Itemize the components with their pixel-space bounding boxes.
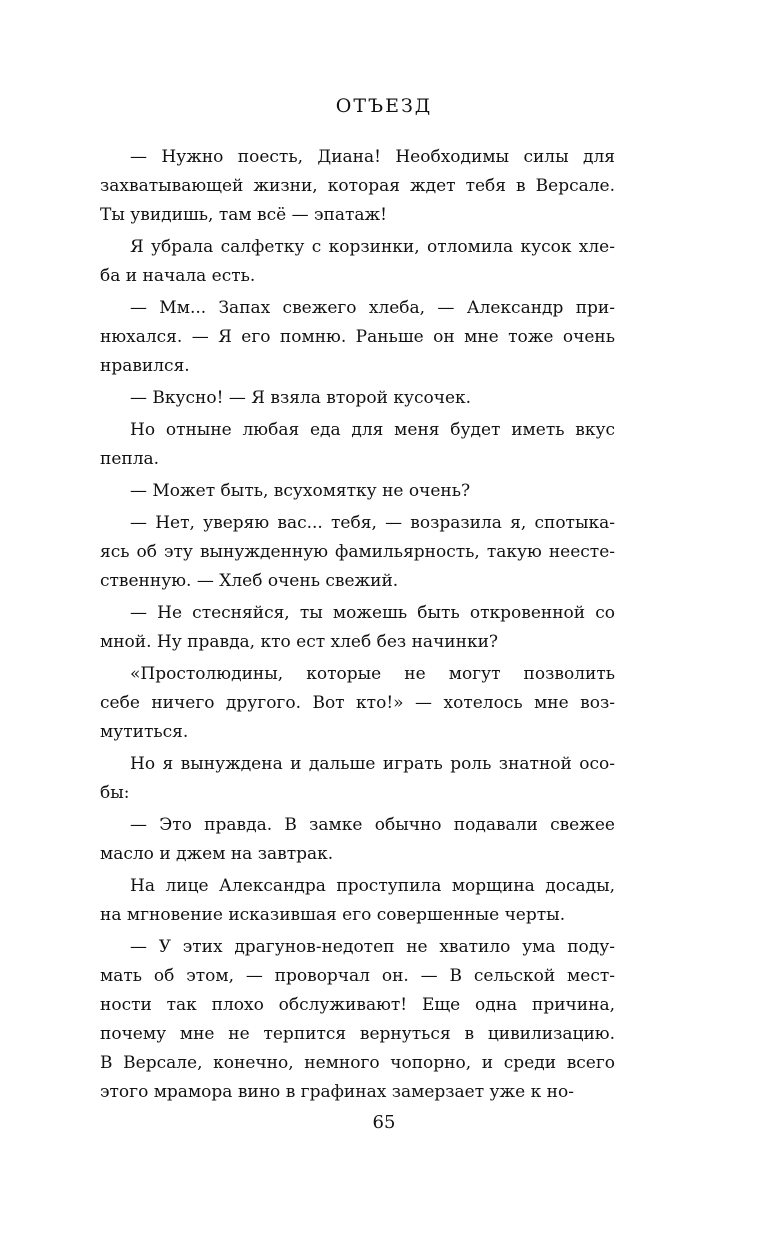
text-line: мать об этом, — проворчал он. — В сельской мест- (100, 966, 615, 986)
text-line: — Может быть, всухомятку не очень? (130, 481, 471, 501)
paragraph (100, 599, 615, 657)
paragraph (100, 811, 615, 869)
paragraph (100, 750, 615, 808)
text-line: захватывающей жизни, которая ждет тебя в Версале. (100, 176, 615, 196)
text-line: этого мрамора вино в графинах замерзает уже к но- (100, 1082, 574, 1102)
text-line: пепла. (100, 449, 160, 469)
text-line: Я убрала салфетку с корзинки, отломила кусок хле- (130, 237, 615, 257)
paragraph (100, 660, 615, 747)
text-line: себе ничего другого. Вот кто!» — хотелось мне воз- (100, 693, 615, 713)
text-line: бы: (100, 783, 130, 803)
paragraph (100, 143, 615, 230)
paragraph (100, 233, 615, 291)
text-line: масло и джем на завтрак. (100, 844, 334, 864)
text-line: — Не стесняйся, ты можешь быть откровенной со (130, 603, 615, 623)
paragraph (100, 872, 615, 930)
text-line: ственную. — Хлеб очень свежий. (100, 571, 399, 591)
paragraph (100, 294, 615, 381)
text-line: В Версале, конечно, немного чопорно, и среди всего (100, 1053, 615, 1073)
text-line: «Простолюдины, которые не могут позволить (130, 664, 615, 684)
text-line: ясь об эту вынужденную фамильярность, такую неесте- (100, 542, 615, 562)
text-line: — Вкусно! — Я взяла второй кусочек. (130, 388, 472, 408)
text-line: — Нет, уверяю вас... тебя, — возразила я, спотыка- (130, 513, 615, 533)
body-text (100, 143, 615, 1110)
text-line: Но отныне любая еда для меня будет иметь вкус (130, 420, 615, 440)
text-line: Ты увидишь, там всё — эпатаж! (100, 205, 387, 225)
paragraph (100, 477, 615, 506)
running-head: ОТЪЕЗД (335, 95, 433, 117)
paragraph (100, 933, 615, 1107)
text-line: — Это правда. В замке обычно подавали свежее (130, 815, 615, 835)
paragraph (100, 509, 615, 596)
text-line: ба и начала есть. (100, 266, 256, 286)
text-line: ности так плохо обслуживают! Еще одна причина, (100, 995, 615, 1015)
paragraph (100, 384, 615, 413)
text-line: — Нужно поесть, Диана! Необходимы силы для (130, 147, 615, 167)
text-line: — Мм... Запах свежего хлеба, — Александр при- (130, 298, 615, 318)
text-line: на мгновение исказившая его совершенные черты. (100, 905, 566, 925)
text-line: нюхался. — Я его помню. Раньше он мне тоже очень (100, 327, 615, 347)
text-line: Но я вынуждена и дальше играть роль знатной осо- (130, 754, 615, 774)
text-line: — У этих драгунов-недотеп не хватило ума поду- (130, 937, 615, 957)
page-number: 65 (372, 1112, 396, 1133)
paragraph (100, 416, 615, 474)
text-line: мутиться. (100, 722, 189, 742)
text-line: нравился. (100, 356, 190, 376)
text-line: мной. Ну правда, кто ест хлеб без начинки? (100, 632, 499, 652)
text-line: почему мне не терпится вернуться в цивилизацию. (100, 1024, 615, 1044)
text-line: На лице Александра проступила морщина досады, (130, 876, 615, 896)
